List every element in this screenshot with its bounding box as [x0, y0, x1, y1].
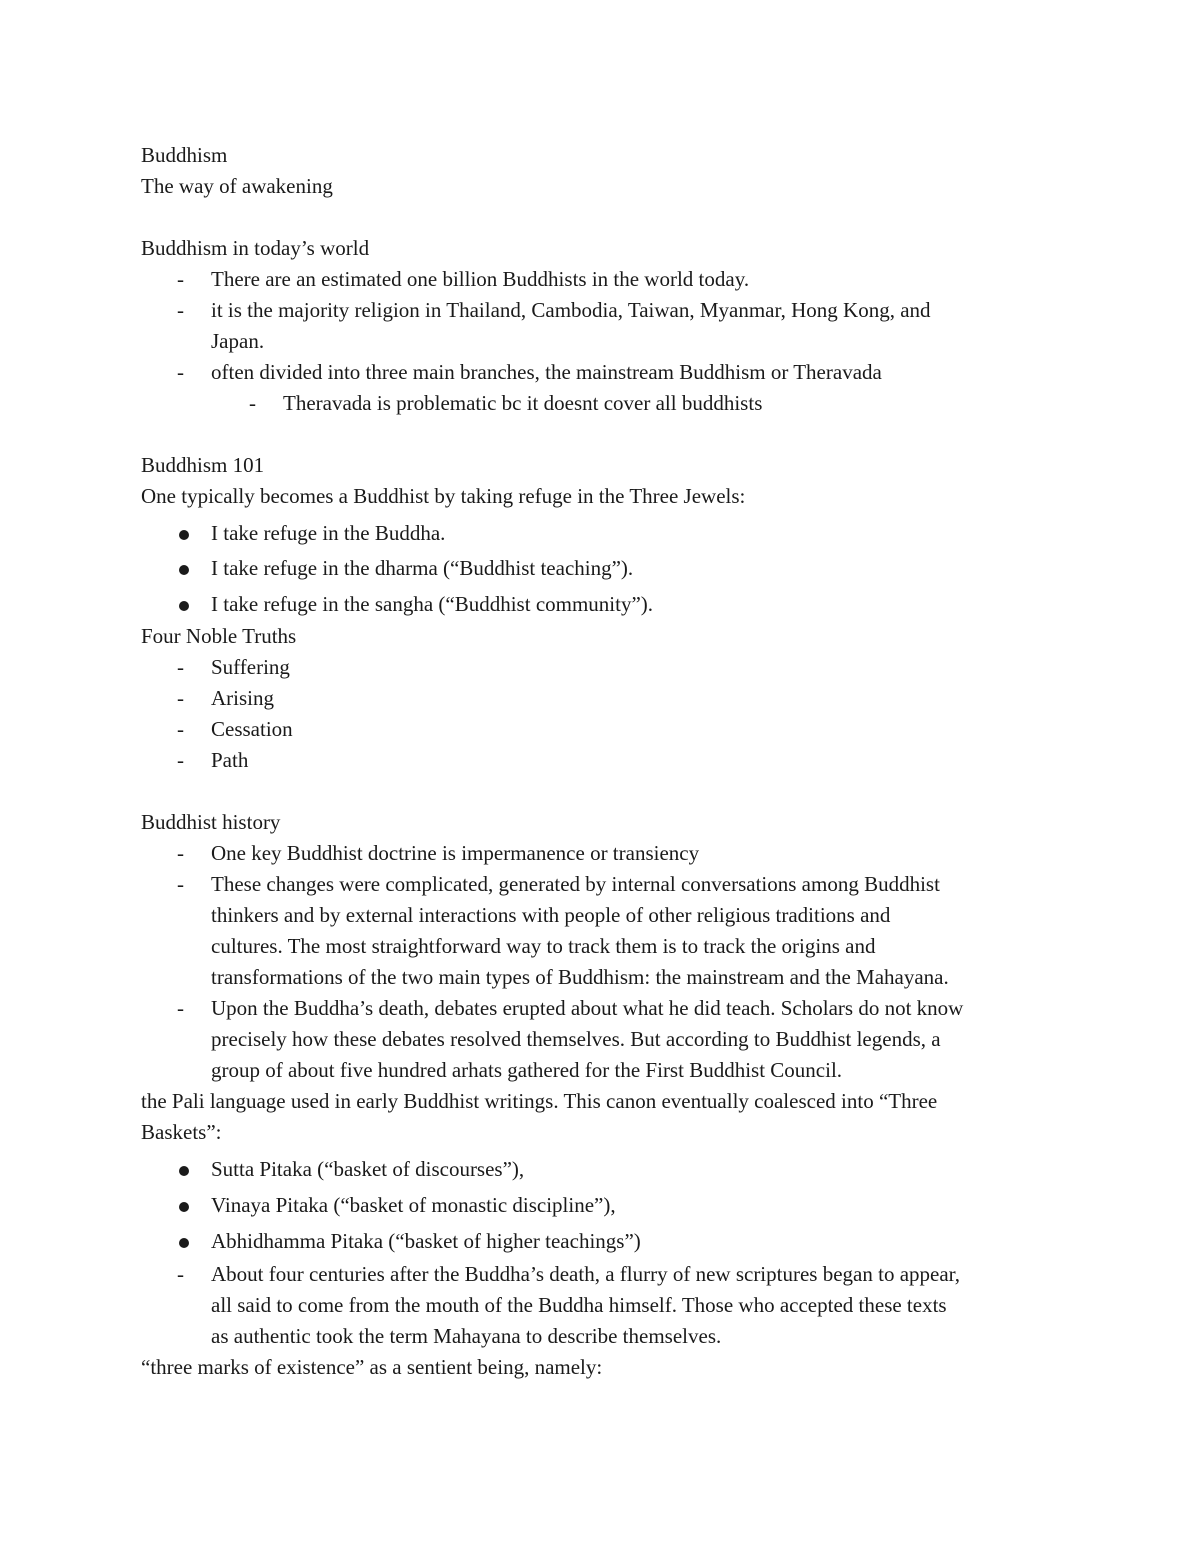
- list-item: Arising: [211, 686, 274, 710]
- doc-subtitle: The way of awakening: [141, 174, 333, 198]
- doc-title: Buddhism: [141, 143, 228, 167]
- list-item: it is the majority religion in Thailand, Cambodia, Taiwan, Myanmar, Hong Kong, and: [211, 298, 931, 322]
- bullet-icon: [179, 601, 189, 611]
- bullet-icon: [179, 530, 189, 540]
- dash-marker: -: [177, 1262, 184, 1286]
- dash-marker: -: [177, 748, 184, 772]
- dash-marker: -: [177, 267, 184, 291]
- paragraph: “three marks of existence” as a sentient being, namely:: [141, 1355, 603, 1379]
- bullet-item: Abhidhamma Pitaka (“basket of higher teachings”): [211, 1229, 641, 1253]
- dash-marker: -: [177, 996, 184, 1020]
- list-item-continuation: group of about five hundred arhats gathered for the First Buddhist Council.: [211, 1058, 843, 1082]
- dash-marker: -: [177, 841, 184, 865]
- list-item-continuation: precisely how these debates resolved themselves. But according to Buddhist legends, a: [211, 1027, 941, 1051]
- bullet-item: I take refuge in the sangha (“Buddhist community”).: [211, 592, 654, 616]
- list-item: About four centuries after the Buddha’s death, a flurry of new scriptures began to appear,: [211, 1262, 961, 1286]
- list-item: One key Buddhist doctrine is impermanence or transiency: [211, 841, 700, 865]
- list-item-continuation: all said to come from the mouth of the Buddha himself. Those who accepted these texts: [211, 1293, 947, 1317]
- dash-marker: -: [177, 655, 184, 679]
- bullet-item: Vinaya Pitaka (“basket of monastic discipline”),: [211, 1193, 616, 1217]
- bullet-item: I take refuge in the dharma (“Buddhist teaching”).: [211, 556, 634, 580]
- bullet-icon: [179, 1238, 189, 1248]
- bullet-icon: [179, 1202, 189, 1212]
- list-item: Upon the Buddha’s death, debates erupted about what he did teach. Scholars do not know: [211, 996, 964, 1020]
- dash-marker: -: [177, 686, 184, 710]
- sub-list-item: Theravada is problematic bc it doesnt cover all buddhists: [283, 391, 763, 415]
- section-heading-buddhist-history: Buddhist history: [141, 810, 281, 834]
- dash-marker: -: [177, 360, 184, 384]
- paragraph-continuation: Baskets”:: [141, 1120, 222, 1144]
- dash-marker: -: [177, 717, 184, 741]
- section-heading-buddhism-101: Buddhism 101: [141, 453, 265, 477]
- list-item-continuation: transformations of the two main types of Buddhism: the mainstream and the Mahayana.: [211, 965, 949, 989]
- list-item: Suffering: [211, 655, 290, 679]
- list-item: often divided into three main branches, the mainstream Buddhism or Theravada: [211, 360, 882, 384]
- list-item: Cessation: [211, 717, 293, 741]
- section-heading-todays-world: Buddhism in today’s world: [141, 236, 370, 260]
- list-item-continuation: thinkers and by external interactions with people of other religious traditions and: [211, 903, 891, 927]
- dash-marker: -: [177, 872, 184, 896]
- list-item: Path: [211, 748, 249, 772]
- dash-marker: -: [249, 391, 256, 415]
- section-heading-four-noble-truths: Four Noble Truths: [141, 624, 297, 648]
- bullet-icon: [179, 1166, 189, 1176]
- paragraph: the Pali language used in early Buddhist writings. This canon eventually coalesced into “Three: [141, 1089, 938, 1113]
- list-item: There are an estimated one billion Buddhists in the world today.: [211, 267, 750, 291]
- list-item-continuation: cultures. The most straightforward way to track them is to track the origins and: [211, 934, 876, 958]
- list-item-continuation: as authentic took the term Mahayana to describe themselves.: [211, 1324, 722, 1348]
- paragraph: One typically becomes a Buddhist by taking refuge in the Three Jewels:: [141, 484, 746, 508]
- list-item-continuation: Japan.: [211, 329, 265, 353]
- bullet-icon: [179, 565, 189, 575]
- list-item: These changes were complicated, generated by internal conversations among Buddhist: [211, 872, 940, 896]
- bullet-item: Sutta Pitaka (“basket of discourses”),: [211, 1157, 525, 1181]
- bullet-item: I take refuge in the Buddha.: [211, 521, 446, 545]
- dash-marker: -: [177, 298, 184, 322]
